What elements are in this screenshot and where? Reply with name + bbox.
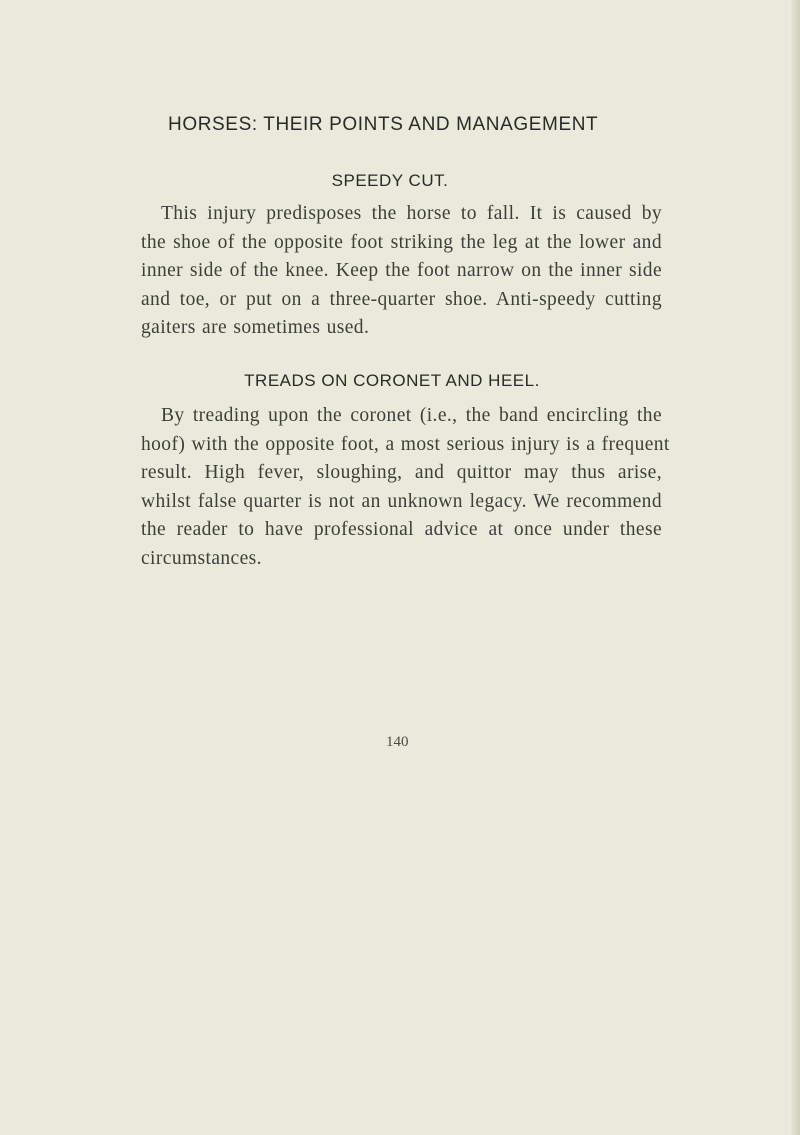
text-line: This injury predisposes the horse to fall. It is caused by: [161, 203, 662, 224]
text-line: hoof) with the opposite foot, a most serious injury is a frequent: [141, 433, 670, 455]
paragraph-treads-on-coronet: [141, 402, 670, 573]
text-line: whilst false quarter is not an unknown legacy. We recommend: [141, 490, 662, 512]
running-head: HORSES: THEIR POINTS AND MANAGEMENT: [168, 114, 599, 135]
text-line: By treading upon the coronet (i.e., the band encircling the: [161, 405, 662, 426]
paragraph-speedy-cut: [141, 200, 662, 343]
section-heading-speedy-cut: SPEEDY CUT.: [331, 171, 449, 190]
text-line: gaiters are sometimes used.: [141, 317, 370, 338]
text-line: result. High fever, sloughing, and quittor may thus arise,: [141, 462, 662, 483]
section-heading-treads-on-coronet: TREADS ON CORONET AND HEEL.: [244, 371, 540, 390]
text-line: the shoe of the opposite foot striking the leg at the lower and: [141, 231, 662, 253]
page-edge: [791, 0, 800, 1135]
text-line: inner side of the knee. Keep the foot narrow on the inner side: [141, 260, 662, 281]
text-line: the reader to have professional advice at once under these: [141, 519, 662, 540]
text-line: circumstances.: [141, 547, 262, 569]
page-number: 140: [386, 734, 409, 750]
text-line: and toe, or put on a three-quarter shoe. Anti-speedy cutting: [141, 288, 662, 310]
